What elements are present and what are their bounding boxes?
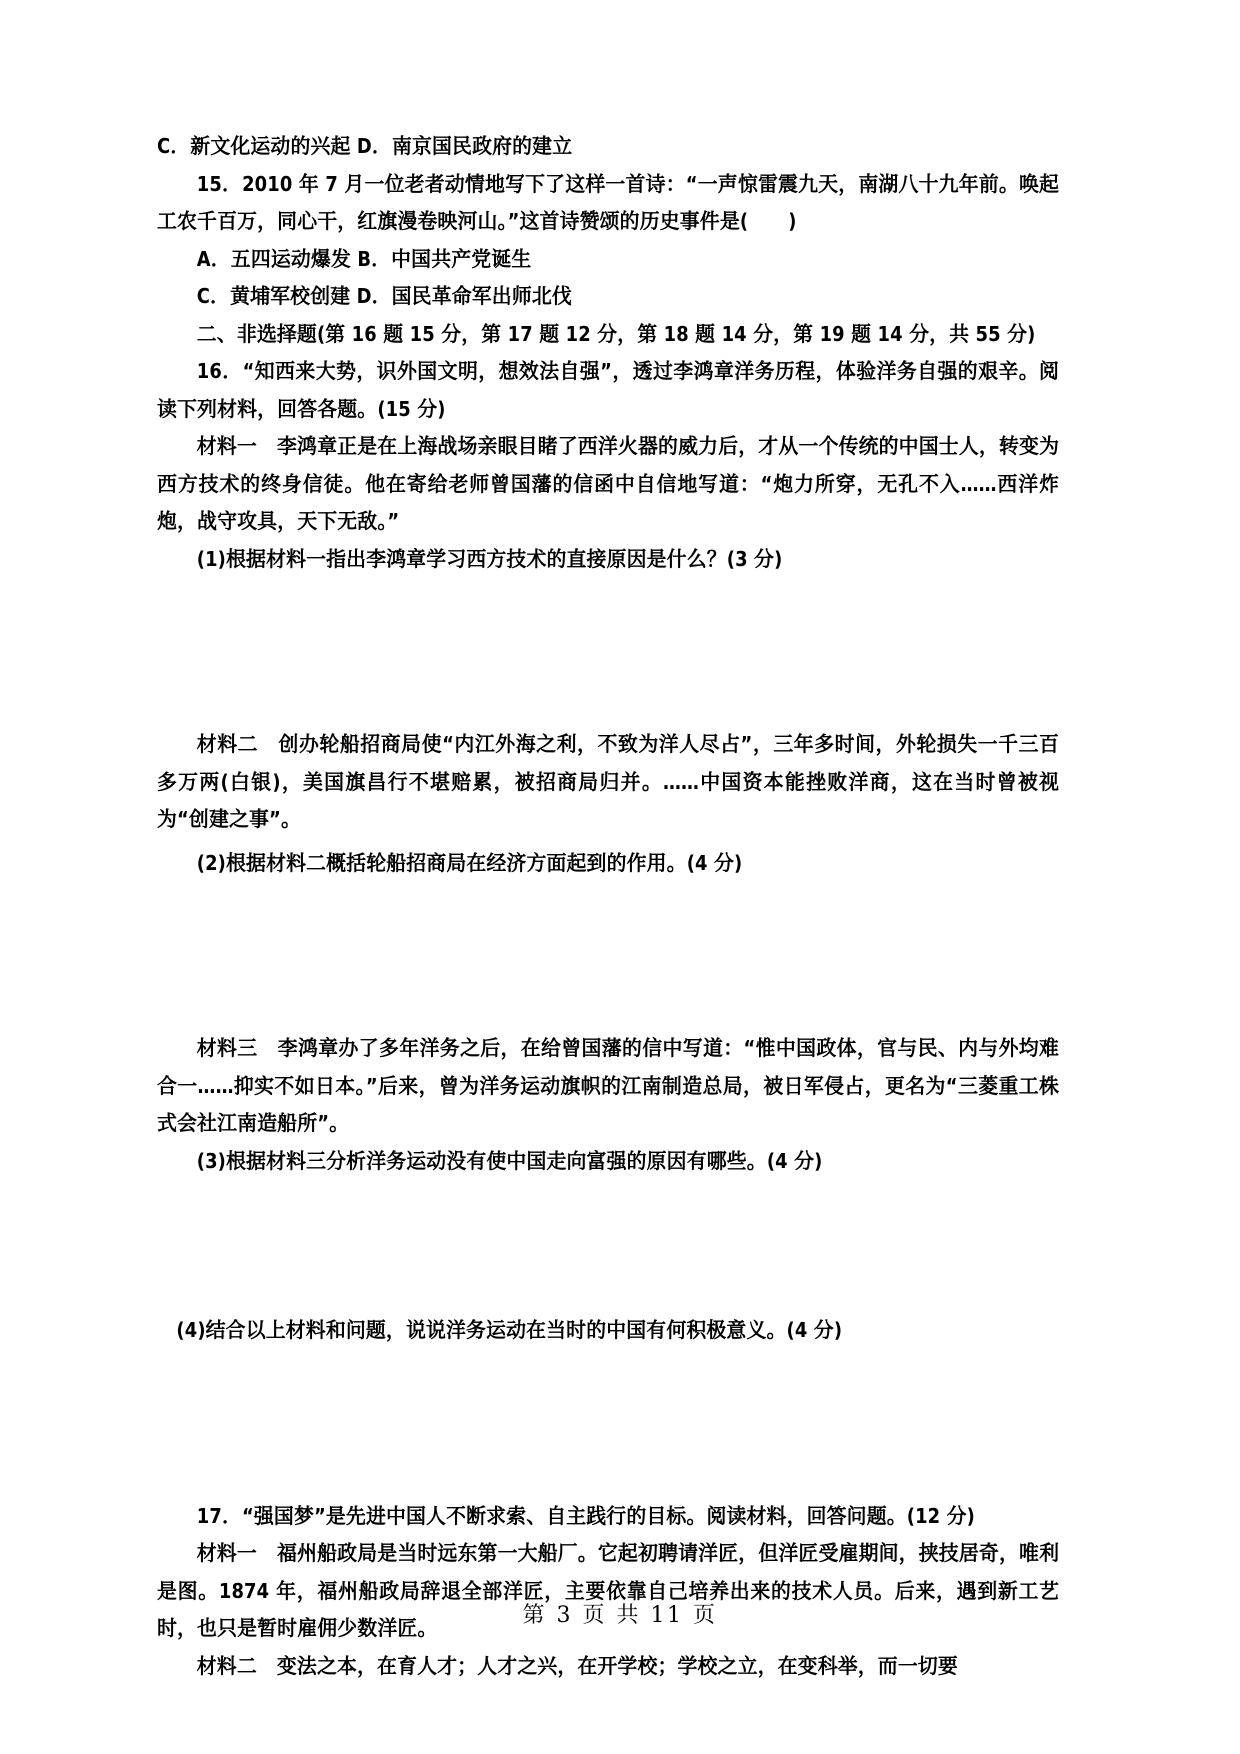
- question-16-material-2: 材料二 创办轮船招商局使“内江外海之利，不致为洋人尽占”，三年多时间，外轮损失一千三百多万两(白银)，美国旗昌行不堪赔累，被招商局归并。……中国资本能挫败洋商，这在当时曾被视为“创建之事”。: [157, 732, 1060, 831]
- question-16-material-1: 材料一 李鸿章正是在上海战场亲眼目睹了西洋火器的威力后，才从一个传统的中国士人，转变为西方技术的终身信徒。他在寄给老师曾国藩的信函中自信地写道：“炮力所穿，无孔不入……西洋炸炮，战守攻具，天下无敌。”: [157, 434, 1060, 533]
- question-17-stem: 17．“强国梦”是先进中国人不断求索、自主践行的目标。阅读材料，回答问题。(12 分): [196, 1503, 975, 1528]
- question-15-options-cd: C．黄埔军校创建 D．国民革命军出师北伐: [196, 284, 572, 308]
- answer-space-16-2: [157, 882, 1087, 1030]
- question-15-options-ab: A．五四运动爆发 B．中国共产党诞生: [196, 246, 532, 271]
- question-16-material-3: 材料三 李鸿章办了多年洋务之后，在给曾国藩的信中写道：“惟中国政体，官与民、内与外均难合一……抑实不如日本。”后来，曾为洋务运动旗帜的江南制造总局，被日军侵占，更名为“三菱重工株式会社江南造船所”。: [157, 1036, 1060, 1135]
- question-16-sub-question-3: (3)根据材料三分析洋务运动没有使中国走向富强的原因有哪些。(4 分): [196, 1148, 823, 1173]
- question-14-options-cd: C．新文化运动的兴起 D．南京国民政府的建立: [157, 134, 573, 158]
- question-16-sub-question-4: (4)结合以上材料和问题，说说洋务运动在当时的中国有何积极意义。(4 分): [176, 1318, 843, 1342]
- section-2-heading: 二、非选择题(第 16 题 15 分，第 17 题 12 分，第 18 题 14 分，第 19 题 14 分，共 55 分): [196, 321, 1036, 346]
- question-17-material-2: 材料二 变法之本，在育人才；人才之兴，在开学校；学校之立，在变科举，而一切要: [196, 1653, 958, 1678]
- answer-space-16-3: [157, 1180, 1087, 1312]
- question-15-stem: 15．2010 年 7 月一位老者动情地写下了这样一首诗：“一声惊雷震九天，南湖八十九年前。唤起工农千百万，同心干，红旗漫卷映河山。”这首诗赞颂的历史事件是( ): [157, 171, 1060, 233]
- answer-space-16-1: [157, 578, 1087, 726]
- question-16-stem: 16．“知西来大势，识外国文明，想效法自强”，透过李鸿章洋务历程，体验洋务自强的艰辛。阅读下列材料，回答各题。(15 分): [157, 359, 1060, 421]
- question-16-sub-question-1: (1)根据材料一指出李鸿章学习西方技术的直接原因是什么？(3 分): [196, 546, 783, 571]
- answer-space-16-4: [157, 1350, 1087, 1498]
- page-body-column: [157, 128, 1087, 1685]
- page-footer: 第 3 页 共 11 页: [522, 1603, 718, 1628]
- question-17-material-1: 材料一 福州船政局是当时远东第一大船厂。它起初聘请洋匠，但洋匠受雇期间，挟技居奇，唯利是图。1874 年，福州船政局辞退全部洋匠，主要依靠自己培养出来的技术人员。后来，遇到新工艺时，也只是暂时雇佣少数洋匠。: [157, 1541, 1060, 1640]
- question-16-sub-question-2: (2)根据材料二概括轮船招商局在经济方面起到的作用。(4 分): [196, 850, 743, 875]
